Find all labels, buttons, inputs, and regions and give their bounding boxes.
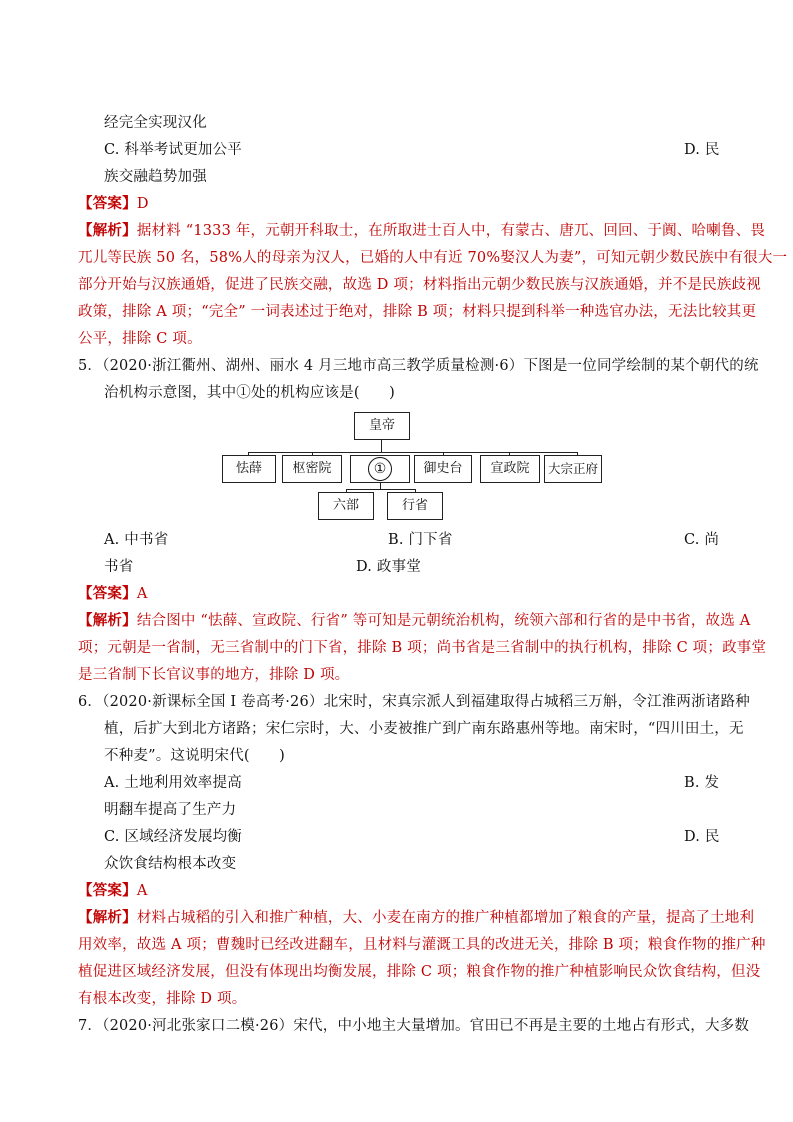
analysis-text: 有根本改变，排除 D 项。	[78, 991, 247, 1007]
option-c: C. 尚	[684, 532, 720, 548]
option-d: D. 民	[684, 829, 720, 845]
analysis-text: 兀儿等民族 50 名，58%人的母亲为汉人，已婚的人中有近 70%娶汉人为妻”，可知元朝少数民族中有很大一	[78, 250, 788, 266]
analysis-text: 用效率，故选 A 项；曹魏时已经改进翻车，且材料与灌溉工具的改进无关，排除 B 项；粮食作物的推广种	[78, 937, 766, 953]
box-xuanzhengyuan: 宣政院	[480, 455, 540, 483]
text-line: 书省	[104, 559, 134, 575]
box-yushitai: 御史台	[414, 455, 472, 483]
question-7: 7．（2020·河北张家口二模·26）宋代，中小地主大量增加。官田已不再是主要的土地占有形式，大多数	[78, 1018, 750, 1034]
answer-line	[78, 882, 147, 900]
analysis-line	[78, 909, 754, 927]
answer-label: 【答案】	[78, 585, 137, 602]
analysis-line	[78, 222, 765, 240]
option-b: B. 发	[684, 775, 720, 791]
option-a: A. 土地利用效率提高	[104, 775, 242, 791]
analysis-text: 结合图中 “怯薛、宣政院、行省” 等可知是元朝统治机构，统领六部和行省的是中书省，故选 A	[136, 613, 751, 629]
circle-number: ①	[368, 457, 392, 481]
analysis-label: 【解析】	[78, 612, 137, 629]
analysis-text: 是三省制下长官议事的地方，排除 D 项。	[78, 667, 350, 683]
option-c: C. 区域经济发展均衡	[104, 829, 242, 845]
option-b: B. 门下省	[388, 532, 453, 548]
text-line: 明翻车提高了生产力	[104, 802, 237, 818]
question-6: 6．（2020·新课标全国 I 卷高考·26）北宋时，宋真宗派人到福建取得占城稻三万斛，令江淮两浙诸路种	[78, 694, 750, 710]
question-6-cont: 植，后扩大到北方诸路；宋仁宗时，大、小麦被推广到广南东路惠州等地。南宋时，“四川田土，无	[104, 721, 744, 737]
box-emperor: 皇帝	[354, 412, 410, 440]
text-line: 众饮食结构根本改变	[104, 856, 237, 872]
connector	[381, 440, 382, 452]
answer-line	[78, 195, 149, 213]
analysis-text: 材料占城稻的引入和推广种植，大、小麦在南方的推广种植都增加了粮食的产量，提高了土地利	[136, 910, 755, 926]
analysis-text: 公平，排除 C 项。	[78, 331, 202, 347]
text-line: 经完全实现汉化	[104, 115, 207, 131]
analysis-label: 【解析】	[78, 222, 137, 239]
analysis-text: 部分开始与汉族通婚，促进了民族交融，故选 D 项；材料指出元朝少数民族与汉族通婚，并不是民族歧视	[78, 277, 761, 293]
analysis-line	[78, 612, 750, 630]
analysis-text: 项；元朝是一省制，无三省制中的门下省，排除 B 项；尚书省是三省制中的执行机构，排除 C 项；政事堂	[78, 640, 767, 656]
text-line: 族交融趋势加强	[104, 169, 207, 185]
analysis-text: 政策，排除 A 项；“完全” 一词表述过于绝对，排除 B 项；材料只提到科举一种选官办法，无法比较其更	[78, 304, 757, 320]
analysis-label: 【解析】	[78, 909, 137, 926]
box-qiexue: 怯薛	[222, 455, 276, 483]
box-dazongzheng: 大宗正府	[544, 455, 602, 483]
question-6-cont: 不种麦”。这说明宋代( )	[104, 748, 286, 764]
box-xingsheng: 行省	[387, 492, 443, 520]
box-shumiyuan: 枢密院	[282, 455, 342, 483]
box-liubu: 六部	[318, 492, 374, 520]
analysis-text: 据材料 “1333 年，元朝开科取士，在所取进士百人中，有蒙古、唐兀、回回、于阗、哈喇鲁、畏	[136, 223, 766, 239]
option-d: D. 民	[684, 142, 720, 158]
answer-label: 【答案】	[78, 195, 137, 212]
question-5-cont: 治机构示意图，其中①处的机构应该是( )	[104, 385, 396, 401]
box-circle-one	[350, 455, 410, 483]
option-d: D. 政事堂	[356, 559, 422, 575]
option-a: A. 中书省	[104, 532, 169, 548]
connector	[346, 489, 416, 490]
option-c: C. 科举考试更加公平	[104, 142, 242, 158]
analysis-text: 植促进区域经济发展，但没有体现出均衡发展，排除 C 项；粮食作物的推广种植影响民众饮食结构，但没	[78, 964, 761, 980]
connector	[248, 452, 578, 453]
question-5: 5．（2020·浙江衢州、湖州、丽水 4 月三地市高三教学质量检测·6）下图是一位同学绘制的某个朝代的统	[78, 358, 759, 374]
answer-value: D	[136, 196, 149, 212]
answer-line	[78, 585, 147, 603]
answer-label: 【答案】	[78, 882, 137, 899]
answer-value: A	[136, 586, 148, 602]
answer-value: A	[136, 883, 148, 899]
institution-diagram	[214, 412, 614, 524]
